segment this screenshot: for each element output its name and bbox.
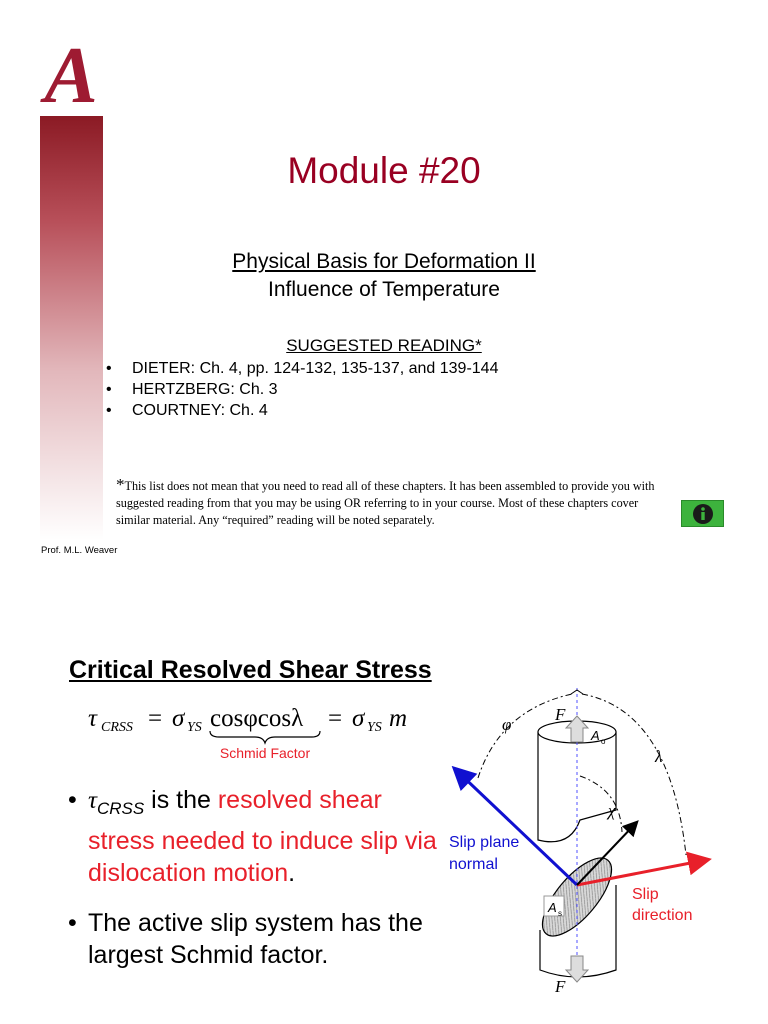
tau-subscript: CRSS bbox=[96, 799, 145, 818]
schmid-m: m bbox=[389, 705, 408, 732]
tau-subscript: CRSS bbox=[101, 720, 133, 735]
phi-label: φ bbox=[502, 715, 512, 734]
sigma-subscript: YS bbox=[187, 720, 202, 735]
schmid-factor-expression: cosφcosλ bbox=[210, 705, 304, 732]
reading-heading-text: SUGGESTED READING* bbox=[286, 336, 482, 355]
area-top-subscript: o bbox=[601, 737, 606, 746]
reading-item: • DIETER: Ch. 4, pp. 124-132, 135-137, and 139-144 bbox=[106, 358, 498, 379]
subtitle-line-1-text: Physical Basis for Deformation II bbox=[232, 250, 536, 273]
force-bottom-label: F bbox=[555, 977, 566, 996]
area-top-label: A bbox=[591, 728, 600, 743]
area-slip-subscript: s bbox=[558, 909, 562, 918]
lambda-label: λ bbox=[655, 747, 663, 766]
direction-label-line-1: Slip bbox=[632, 886, 659, 903]
module-title: Module #20 bbox=[287, 150, 481, 191]
bullet-text: The active slip system has the largest Schmid factor. bbox=[88, 909, 423, 969]
subtitle-line-1 bbox=[0, 250, 768, 274]
tau-symbol: τ bbox=[88, 705, 97, 732]
underbrace bbox=[210, 731, 320, 743]
tau-symbol: τ bbox=[88, 787, 97, 814]
direction-label-line-2: direction bbox=[632, 907, 693, 924]
equals-sign: = bbox=[148, 705, 163, 732]
area-slip-label: A bbox=[548, 900, 557, 915]
reading-item: • COURTNEY: Ch. 4 bbox=[106, 400, 498, 421]
schmid-factor-label: Schmid Factor bbox=[219, 745, 311, 761]
chi-label: χ bbox=[608, 801, 616, 820]
footnote-text: This list does not mean that you need to read all of these chapters. It has been assembled to provide you with suggested reading from that you may be using OR referring to in your course. Most of these chapters cover similar material. Any “required” reading will be noted separately. bbox=[116, 479, 655, 527]
bullet-list bbox=[68, 784, 448, 989]
schmid-diagram bbox=[440, 680, 730, 1000]
sigma-subscript-2: YS bbox=[367, 720, 382, 735]
info-button[interactable] bbox=[681, 500, 724, 527]
logo-letter: A bbox=[44, 36, 98, 112]
author-credit: Prof. M.L. Weaver bbox=[41, 545, 118, 556]
crss-equation bbox=[84, 699, 444, 767]
force-top-label: F bbox=[555, 705, 566, 724]
university-logo bbox=[38, 36, 104, 112]
bullet-red-text: resolved shear stress needed to induce slip via dislocation motion bbox=[88, 786, 437, 887]
sigma-symbol-2: σ bbox=[352, 705, 365, 732]
reading-item: • HERTZBERG: Ch. 3 bbox=[106, 379, 498, 400]
top-tick bbox=[571, 690, 583, 694]
subtitle-line-2: Influence of Temperature bbox=[268, 278, 500, 301]
footnote bbox=[116, 476, 656, 529]
info-icon bbox=[692, 503, 714, 525]
normal-label-line-2: normal bbox=[449, 856, 498, 873]
bullet-item-active-slip: • The active slip system has the largest Schmid factor. bbox=[68, 909, 423, 969]
normal-label-line-1: Slip plane bbox=[449, 834, 520, 851]
footnote-star: * bbox=[116, 475, 125, 494]
bullet-item-crss: • $\tau_{CRSS}$ is the resolved shear stress needed to induce slip via dislocation motion. bbox=[68, 786, 437, 887]
slide-title: Critical Resolved Shear Stress bbox=[69, 656, 432, 684]
bullet-period: . bbox=[288, 859, 296, 887]
bullet-plain-text: is the bbox=[144, 786, 218, 814]
reading-list bbox=[106, 358, 498, 421]
reading-heading bbox=[0, 336, 768, 356]
equals-sign-2: = bbox=[328, 705, 343, 732]
sigma-symbol: σ bbox=[172, 705, 185, 732]
